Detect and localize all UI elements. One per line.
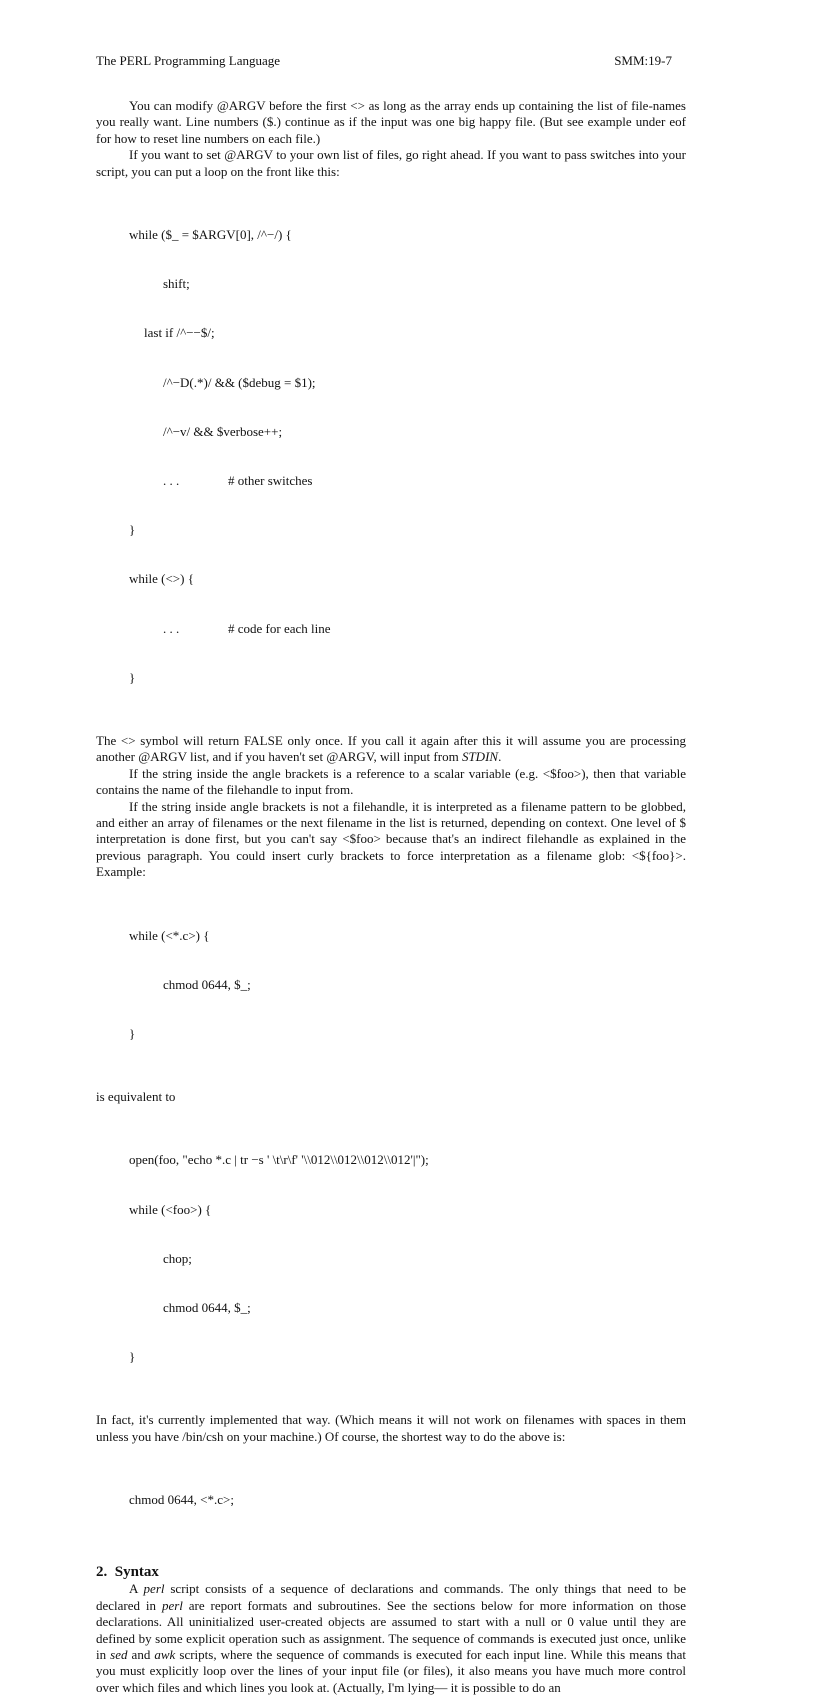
code-ellipsis: . . . [163, 472, 180, 488]
code-line: /^−D(.*)/ && ($debug = $1); [163, 374, 316, 390]
code-block [96, 895, 686, 1075]
code-line: chmod 0644, <*.c>; [129, 1492, 234, 1508]
page-number: SMM:19-7 [614, 53, 672, 68]
code-block [96, 1459, 686, 1541]
code-ellipsis: . . . [163, 620, 180, 636]
paragraph: In fact, it's currently implemented that way. (Which means it will not work on filenames with spaces in them unless you have /bin/csh on your machine.) Of course, the shortest way to do the above is: [96, 1412, 686, 1444]
code-line: while ($_ = $ARGV[0], /^−/) { [129, 226, 292, 242]
code-line: last if /^−−$/; [144, 325, 215, 341]
code-line: while (<*.c>) { [129, 927, 210, 943]
code-line: while (<foo>) { [129, 1201, 212, 1217]
header-title: The PERL Programming Language [96, 53, 281, 68]
code-line: shift; [163, 276, 190, 292]
paragraph: If the string inside the angle brackets is a reference to a scalar variable (e.g. <$foo>), then that variable contains the name of the filehandle to input from. [96, 765, 686, 798]
section-title: Syntax [114, 1564, 159, 1581]
code-comment: # other switches [228, 472, 313, 488]
code-line: } [129, 669, 136, 685]
code-line: } [129, 1349, 136, 1365]
code-line: open(foo, "echo *.c | tr −s ' \t\r\f' '\\012\\012\\012\\012'|"); [129, 1152, 429, 1168]
code-block [96, 1120, 686, 1399]
code-block [96, 194, 686, 719]
section-number: 2. [96, 1564, 108, 1581]
code-line [96, 473, 686, 489]
section-heading [96, 1563, 686, 1581]
code-line: } [129, 522, 136, 538]
code-comment: # code for each line [228, 620, 331, 636]
paragraph: The <> symbol will return FALSE only once. If you call it again after this it will assume you are processing another @ARGV list, and if you haven't set @ARGV, will input from STDIN. [96, 733, 686, 765]
code-line: chmod 0644, $_; [163, 976, 251, 992]
paragraph: If the string inside angle brackets is not a filehandle, it is interpreted as a filename pattern to be globbed, and either an array of filenames or the next filename in the list is returned, depending on context. One level of $ interpretation is done first, but you can't say <$foo> because that's an indirect filehandle as explained in the previous paragraph. You could insert curly brackets to force interpretation as a filename glob: <${foo}>. Example: [96, 798, 686, 880]
paragraph: If you want to set @ARGV to your own list of files, go right ahead. If you want to pass switches into your script, you can put a loop on the front like this: [96, 147, 686, 179]
code-line: while (<>) { [129, 571, 194, 587]
running-header [96, 53, 672, 69]
code-line [96, 621, 686, 637]
code-line: chmod 0644, $_; [163, 1300, 251, 1316]
code-line: } [129, 1025, 136, 1041]
paragraph: You can modify @ARGV before the first <> as long as the array ends up containing the list of file-names you really want. Line numbers ($.) continue as if the input was one big happy file. (But see example under eof for how to reset line numbers on each file.) [96, 98, 686, 146]
paragraph: is equivalent to [96, 1089, 176, 1105]
code-line: /^−v/ && $verbose++; [163, 423, 283, 439]
stdin-term: STDIN [461, 749, 499, 765]
document-body [96, 98, 686, 1696]
paragraph: A perl script consists of a sequence of declarations and commands. The only things that need to be declared in perl are report formats and subroutines. See the sections below for more information on those declarations. All uninitialized user-created objects are assumed to start with a null or 0 value until they are defined by some explicit operation such as assignment. The sequence of commands is executed just once, unlike in sed and awk scripts, where the sequence of commands is executed for each input line. While this means that you must explicitly loop over the lines of your input file (or files), it also means you have much more control over which files and which lines you look at. (Actually, I'm lying— it is possible to do an [96, 1581, 687, 1695]
code-line: chop; [163, 1250, 192, 1266]
